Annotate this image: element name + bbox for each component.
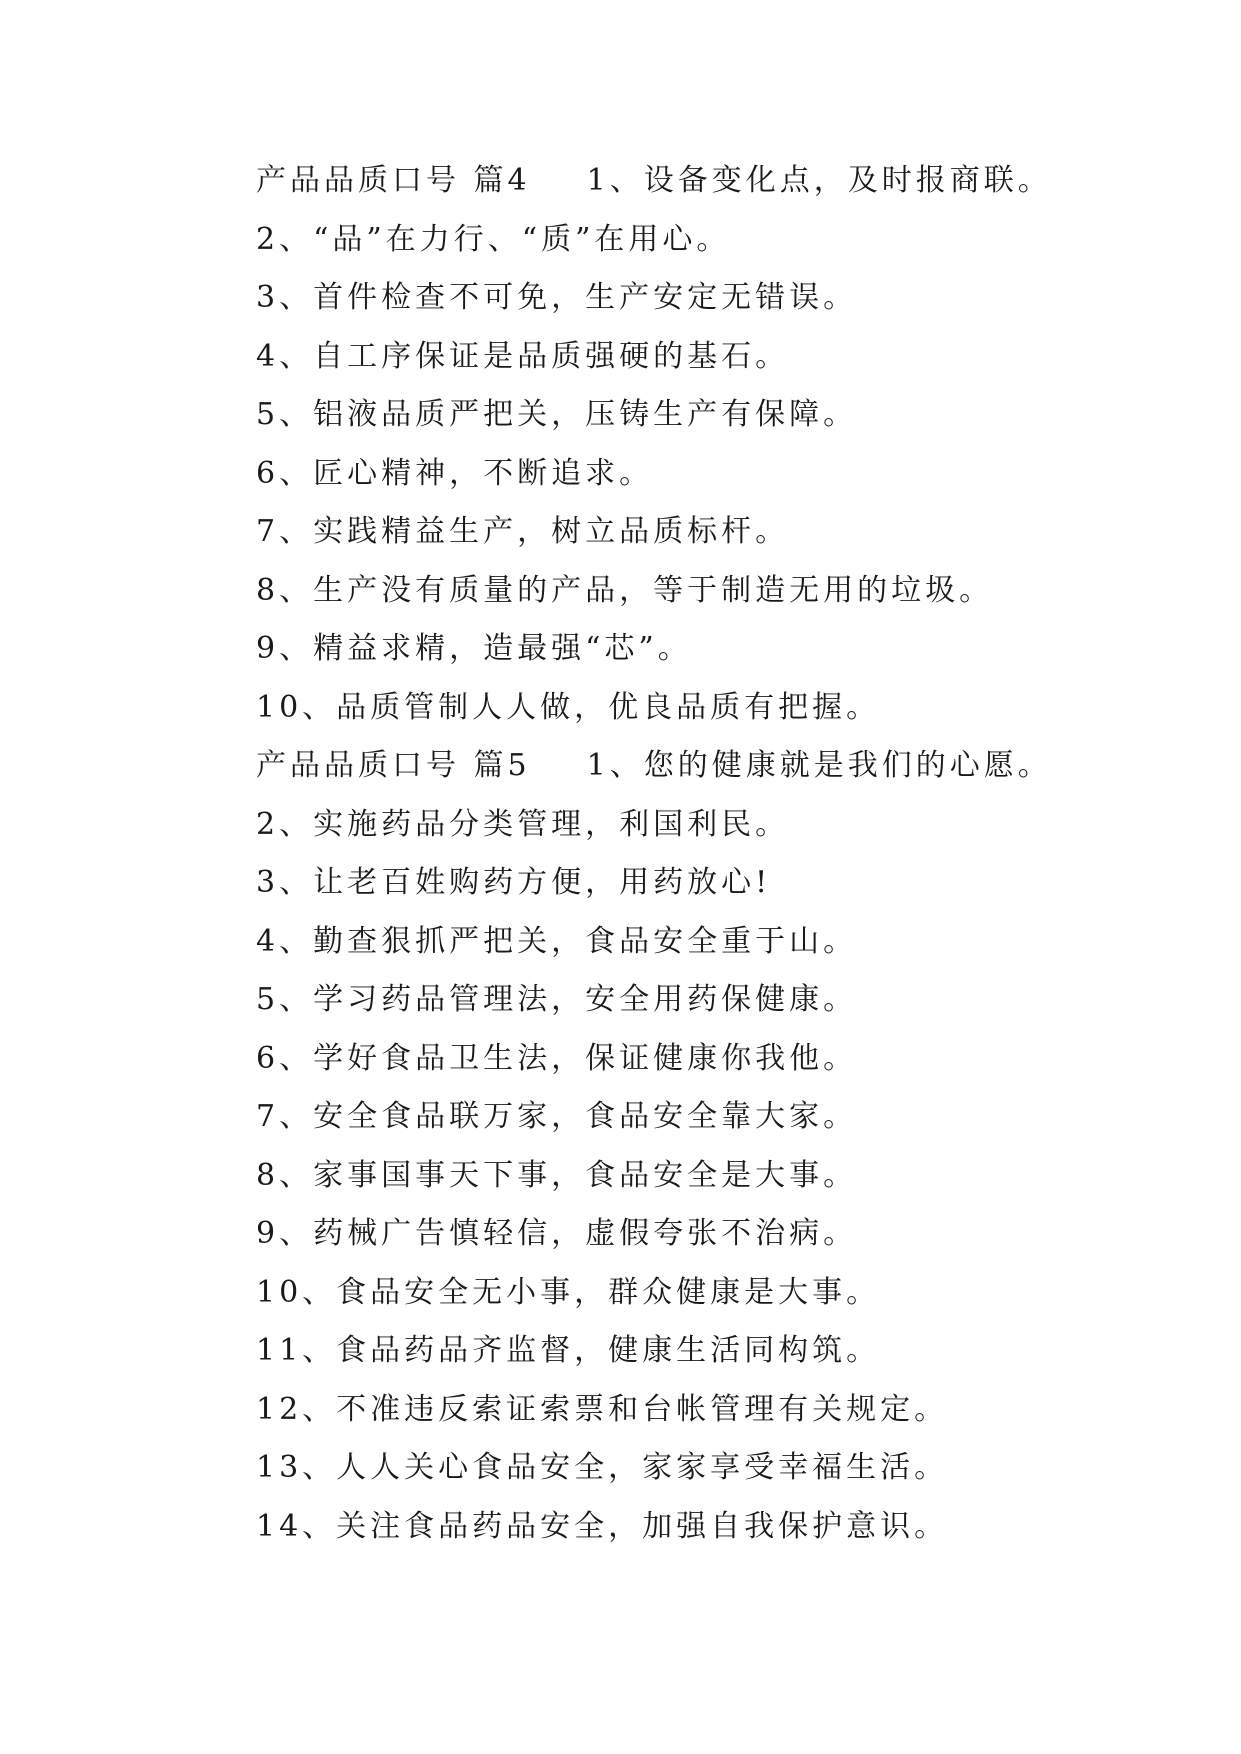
text-line: [256, 1205, 1156, 1264]
slogan-item: 9、精益求精，造最强“芯”。: [256, 631, 692, 666]
document-body: [256, 152, 1156, 1556]
slogan-item: 5、学习药品管理法，安全用药保健康。: [256, 982, 858, 1017]
text-line: [256, 562, 1156, 621]
text-line: [256, 1498, 1156, 1557]
slogan-item: 8、生产没有质量的产品，等于制造无用的垃圾。: [256, 572, 994, 608]
slogan-item: 3、让老百姓购药方便，用药放心!: [256, 865, 772, 900]
slogan-item: 10、品质管制人人做，优良品质有把握。: [256, 689, 881, 725]
text-line: [256, 1147, 1156, 1206]
slogan-item: 2、“品”在力行、“质”在用心。: [256, 221, 731, 257]
text-line: [256, 1264, 1156, 1323]
text-line: [256, 620, 1156, 679]
slogan-item: 14、关注食品药品安全，加强自我保护意识。: [256, 1508, 949, 1544]
slogan-item: 5、铝液品质严把关，压铸生产有保障。: [256, 397, 858, 432]
slogan-item: 4、勤查狠抓严把关，食品安全重于山。: [256, 923, 858, 959]
section-heading: 产品品质口号 篇4: [256, 163, 531, 198]
text-line: [256, 269, 1156, 328]
slogan-item: 13、人人关心食品安全，家家享受幸福生活。: [256, 1450, 949, 1485]
text-line: [256, 854, 1156, 913]
slogan-item: 7、实践精益生产，树立品质标杆。: [256, 514, 790, 549]
text-line: [256, 503, 1156, 562]
text-line: [256, 1439, 1156, 1498]
text-line: [256, 1381, 1156, 1440]
slogan-item: 6、匠心精神，不断追求。: [256, 455, 654, 491]
text-line: [256, 737, 1156, 796]
section-heading: 产品品质口号 篇5: [256, 748, 531, 783]
slogan-item: 7、安全食品联万家，食品安全靠大家。: [256, 1099, 858, 1134]
slogan-item: 1、设备变化点，及时报商联。: [586, 163, 1052, 198]
text-line: [256, 211, 1156, 270]
text-line: [256, 1322, 1156, 1381]
text-line: [256, 796, 1156, 855]
slogan-item: 8、家事国事天下事，食品安全是大事。: [256, 1157, 858, 1193]
text-line: [256, 1088, 1156, 1147]
slogan-item: 2、实施药品分类管理，利国利民。: [256, 806, 790, 842]
text-line: [256, 152, 1156, 211]
slogan-item: 11、食品药品齐监督，健康生活同构筑。: [256, 1333, 881, 1368]
text-line: [256, 386, 1156, 445]
text-line: [256, 328, 1156, 387]
text-line: [256, 971, 1156, 1030]
slogan-item: 9、药械广告慎轻信，虚假夸张不治病。: [256, 1216, 858, 1251]
slogan-item: 12、不准违反索证索票和台帐管理有关规定。: [256, 1391, 949, 1427]
slogan-item: 6、学好食品卫生法，保证健康你我他。: [256, 1040, 858, 1076]
slogan-item: 4、自工序保证是品质强硬的基石。: [256, 338, 790, 374]
slogan-item: 1、您的健康就是我们的心愿。: [586, 748, 1052, 783]
text-line: [256, 1030, 1156, 1089]
text-line: [256, 913, 1156, 972]
slogan-item: 10、食品安全无小事，群众健康是大事。: [256, 1274, 881, 1310]
text-line: [256, 445, 1156, 504]
text-line: [256, 679, 1156, 738]
slogan-item: 3、首件检查不可免，生产安定无错误。: [256, 280, 858, 315]
